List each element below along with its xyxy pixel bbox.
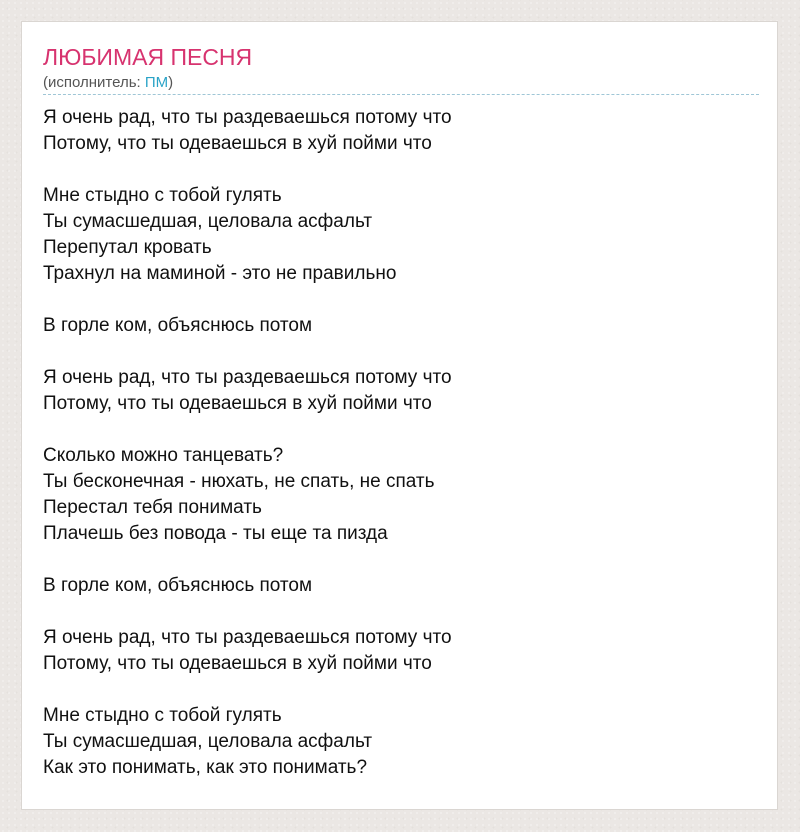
song-title: ЛЮБИМАЯ ПЕСНЯ: [43, 44, 253, 70]
artist-line: [43, 74, 173, 92]
lyrics-text: Я очень рад, что ты раздеваешься потому что Потому, что ты одеваешься в хуй пойми что Мне стыдно с тобой гулять Ты сумасшедшая, целовала асфальт Перепутал кровать Трахнул на маминой - это не правильно В горле ком, объяснюсь потом Я очень рад, что ты раздеваешься потому что Потому, что ты одеваешься в хуй пойми что Сколько можно танцевать? Ты бесконечная - нюхать, не спать, не спать Перестал тебя понимать Плачешь без повода - ты еще та пизда В горле ком, объяснюсь потом Я очень рад, что ты раздеваешься потому что Потому, что ты одеваешься в хуй пойми что Мне стыдно с тобой гулять Ты сумасшедшая, целовала асфальт Как это понимать, как это понимать?: [43, 107, 452, 778]
artist-suffix: ): [168, 74, 174, 91]
artist-prefix: (исполнитель:: [43, 74, 145, 91]
lyrics-card: [21, 21, 778, 810]
artist-link[interactable]: ПМ: [144, 74, 169, 91]
title-divider: [43, 94, 759, 95]
